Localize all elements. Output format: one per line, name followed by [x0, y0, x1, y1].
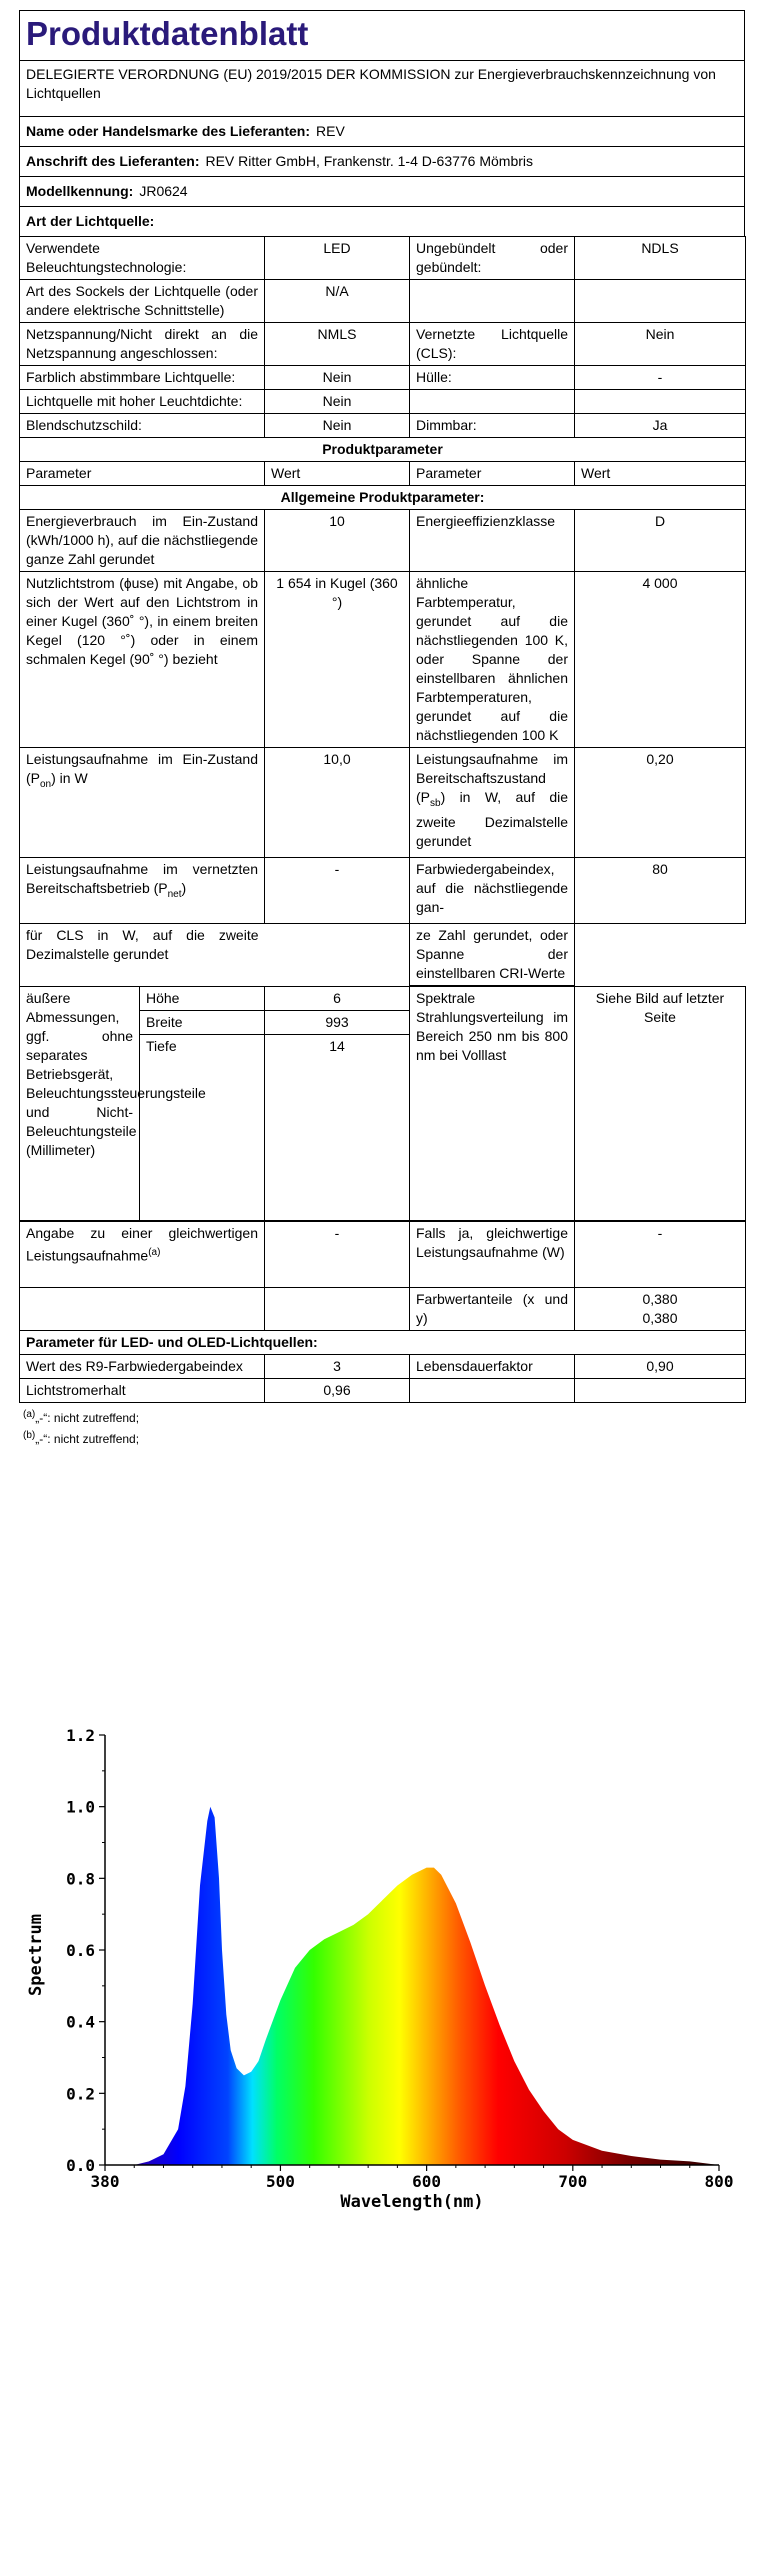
- x-axis-label: Wavelength(nm): [340, 2192, 484, 2212]
- param-value: Ja: [575, 414, 746, 438]
- column-header-parameter: Parameter: [20, 462, 265, 486]
- color-temperature-label: ähnliche Farbtemperatur, gerundet auf die nächstliegenden 100 K, oder Spanne der einstellbaren ähnlichen Farbtemperaturen, gerundet auf die nächstliegenden 100 K: [410, 572, 575, 748]
- equivalent-power-watt-label: Falls ja, gleichwertige Leistungsaufnahme (W): [410, 1222, 575, 1288]
- model-label: Modellkennung:: [26, 183, 134, 199]
- product-datasheet: [19, 10, 745, 1448]
- param-label: Blendschutzschild:: [20, 414, 265, 438]
- param-value: Nein: [265, 414, 410, 438]
- address-row: [19, 146, 745, 176]
- r9-value: 3: [265, 1355, 410, 1379]
- table-row: [20, 366, 746, 390]
- param-label: Netzspannung/Nicht direkt an die Netzspannung angeschlossen:: [20, 323, 265, 366]
- y-axis-label: Spectrum: [26, 1914, 46, 1996]
- table-row: [20, 510, 746, 572]
- param-value: NDLS: [575, 237, 746, 280]
- column-header-value: Wert: [265, 462, 410, 486]
- equivalent-power-value: -: [265, 1222, 410, 1288]
- param-value: Nein: [265, 366, 410, 390]
- dimension-name: Höhe: [140, 987, 265, 1011]
- power-standby-label: Leistungsaufnahme im Bereitschaftszustand $(P_{sb})$ in W, auf die zweite Dezimalstelle gerundet: [410, 748, 575, 858]
- param-label: [410, 280, 575, 323]
- lumen-maintenance-value: 0,96: [265, 1379, 410, 1403]
- param-label: Vernetzte Lichtquelle (CLS):: [410, 323, 575, 366]
- dimensions-label: äußere Abmessungen, ggf. ohne separates Betriebsgerät, Beleuchtungssteuerungsteile und Nicht-Beleuchtungsteile (Millimeter): [20, 987, 140, 1221]
- section-header-row: [20, 1331, 746, 1355]
- power-on-value: 10,0: [265, 748, 410, 858]
- power-networked-label: Leistungsaufnahme im vernetzten Bereitschaftsbetrieb $(P_{net})$: [20, 858, 265, 924]
- efficiency-class-value: D: [575, 510, 746, 572]
- product-parameters-header: Produktparameter: [20, 438, 746, 462]
- y-tick-label: 1.0: [66, 1797, 95, 1817]
- x-tick-label: 600: [412, 2172, 442, 2191]
- light-source-header: Art der Lichtquelle:: [19, 206, 745, 236]
- table-row-continued: [20, 924, 746, 986]
- param-label: Verwendete Beleuchtungstechnologie:: [20, 237, 265, 280]
- spectral-distribution-value: Siehe Bild auf letzter Seite: [575, 987, 746, 1221]
- table-row: [20, 237, 746, 280]
- param-label: Dimmbar:: [410, 414, 575, 438]
- address-label: Anschrift des Lieferanten:: [26, 153, 200, 169]
- color-temperature-value: 4 000: [575, 572, 746, 748]
- luminous-flux-value: 1 654 in Kugel (360 °): [265, 572, 410, 748]
- chromaticity-value: 0,380 0,380: [575, 1288, 746, 1331]
- led-parameters-header: Parameter für LED- und OLED-Lichtquellen:: [20, 1331, 746, 1355]
- general-parameters-header: Allgemeine Produktparameter:: [20, 486, 746, 510]
- x-tick-label: 700: [558, 2172, 588, 2191]
- energy-consumption-value: 10: [265, 510, 410, 572]
- column-header-value: Wert: [575, 462, 746, 486]
- model-row: [19, 176, 745, 206]
- param-label: Ungebündelt oder gebündelt:: [410, 237, 575, 280]
- table-row: [20, 858, 746, 924]
- x-tick-label: 800: [704, 2172, 734, 2191]
- power-on-label: Leistungsaufnahme im Ein-Zustand $(P_{on})$ in W: [20, 748, 265, 858]
- table-row: [20, 572, 746, 748]
- spectral-distribution-label: Spektrale Strahlungsverteilung im Bereich 250 nm bis 800 nm bei Volllast: [410, 987, 575, 1221]
- address-value: REV Ritter GmbH, Frankenstr. 1-4 D-63776 Mömbris: [205, 153, 534, 169]
- param-label: Lichtquelle mit hoher Leuchtdichte:: [20, 390, 265, 414]
- power-standby-value: 0,20: [575, 748, 746, 858]
- param-value: -: [575, 366, 746, 390]
- spectrum-area: [105, 1807, 719, 2165]
- regulation-subtitle: DELEGIERTE VERORDNUNG (EU) 2019/2015 DER KOMMISSION zur Energieverbrauchskennzeichnung von Lichtquellen: [19, 60, 745, 116]
- spectrum-chart: [19, 1715, 749, 2215]
- param-label: [410, 390, 575, 414]
- efficiency-class-label: Energieeffizienzklasse: [410, 510, 575, 572]
- y-tick-label: 0.6: [66, 1941, 95, 1960]
- y-tick-label: 0.2: [66, 2084, 95, 2104]
- power-networked-value: -: [265, 858, 410, 924]
- energy-consumption-label: Energieverbrauch im Ein-Zustand (kWh/1000 h), auf die nächstliegende ganze Zahl gerundet: [20, 510, 265, 572]
- equivalent-power-label: Angabe zu einer gleichwertigen Leistungsaufnahme$^{(a)}$: [20, 1222, 265, 1288]
- table-row: [20, 1288, 746, 1331]
- plot-area: [105, 1807, 719, 2165]
- param-value: Nein: [575, 323, 746, 366]
- r9-label: Wert des R9-Farbwiedergabeindex: [20, 1355, 265, 1379]
- footnotes: [19, 1403, 745, 1448]
- cri-value: 80: [575, 858, 746, 924]
- param-value: LED: [265, 237, 410, 280]
- y-tick-label: 0.0: [66, 2156, 95, 2175]
- param-label: Hülle:: [410, 366, 575, 390]
- table-row: [20, 390, 746, 414]
- param-value: N/A: [265, 280, 410, 323]
- section-header-row: [20, 438, 746, 462]
- dimension-value: 993: [265, 1011, 410, 1035]
- lifetime-factor-value: 0,90: [575, 1355, 746, 1379]
- section-header-row: [20, 486, 746, 510]
- dimension-value: 14: [265, 1035, 410, 1221]
- param-value: [575, 280, 746, 323]
- param-value: NMLS: [265, 323, 410, 366]
- table-row: [20, 1222, 746, 1288]
- power-networked-label-continued: für CLS in W, auf die zweite Dezimalstelle gerundet: [20, 924, 265, 986]
- footnote-a: $^{(a)}$„-“: nicht zutreffend;: [23, 1409, 140, 1425]
- cri-label-continued: ze Zahl gerundet, oder Spanne der einstellbaren CRI-Werte: [410, 924, 575, 986]
- chromaticity-label: Farbwertanteile (x und y): [410, 1288, 575, 1331]
- cri-label: Farbwiedergabeindex, auf die nächstliegende gan-: [410, 858, 575, 924]
- equivalent-power-watt-value: -: [575, 1222, 746, 1288]
- table-row: [20, 414, 746, 438]
- x-tick-label: 380: [90, 2172, 120, 2191]
- dimensions-table: [19, 986, 746, 1221]
- lifetime-factor-label: Lebensdauerfaktor: [410, 1355, 575, 1379]
- supplier-row: [19, 116, 745, 146]
- model-value: JR0624: [139, 183, 188, 199]
- dimension-name: Tiefe: [140, 1035, 265, 1221]
- param-label: Art des Sockels der Lichtquelle (oder andere elektrische Schnittstelle): [20, 280, 265, 323]
- table-row: [20, 323, 746, 366]
- parameters-table-lower: [19, 1221, 746, 1403]
- param-label: Farblich abstimmbare Lichtquelle:: [20, 366, 265, 390]
- table-row: [20, 1355, 746, 1379]
- table-row: [20, 1379, 746, 1403]
- dimension-value: 6: [265, 987, 410, 1011]
- table-row: [20, 748, 746, 858]
- light-source-table: [19, 236, 746, 986]
- supplier-label: Name oder Handelsmarke des Lieferanten:: [26, 123, 310, 139]
- luminous-flux-label: Nutzlichtstrom (ɸuse) mit Angabe, ob sich der Wert auf den Lichtstrom in einer Kugel (360˚ °), in einem breiten Kegel (120 °˚) oder in einem schmalen Kegel (90˚ °) bezieht: [20, 572, 265, 748]
- y-tick-label: 0.4: [66, 2012, 95, 2032]
- document-title: Produktdatenblatt: [19, 10, 745, 60]
- y-tick-label: 1.2: [66, 1726, 95, 1745]
- x-tick-label: 500: [265, 2172, 295, 2191]
- lumen-maintenance-label: Lichtstromerhalt: [20, 1379, 265, 1403]
- footnote-b: $^{(b)}$„-“: nicht zutreffend;: [23, 1430, 140, 1446]
- dimension-name: Breite: [140, 1011, 265, 1035]
- table-row: [20, 987, 746, 1011]
- y-tick-label: 0.8: [66, 1869, 95, 1889]
- table-row: [20, 280, 746, 323]
- param-value: [575, 390, 746, 414]
- column-header-parameter: Parameter: [410, 462, 575, 486]
- column-header-row: [20, 462, 746, 486]
- param-value: Nein: [265, 390, 410, 414]
- supplier-value: REV: [316, 123, 345, 139]
